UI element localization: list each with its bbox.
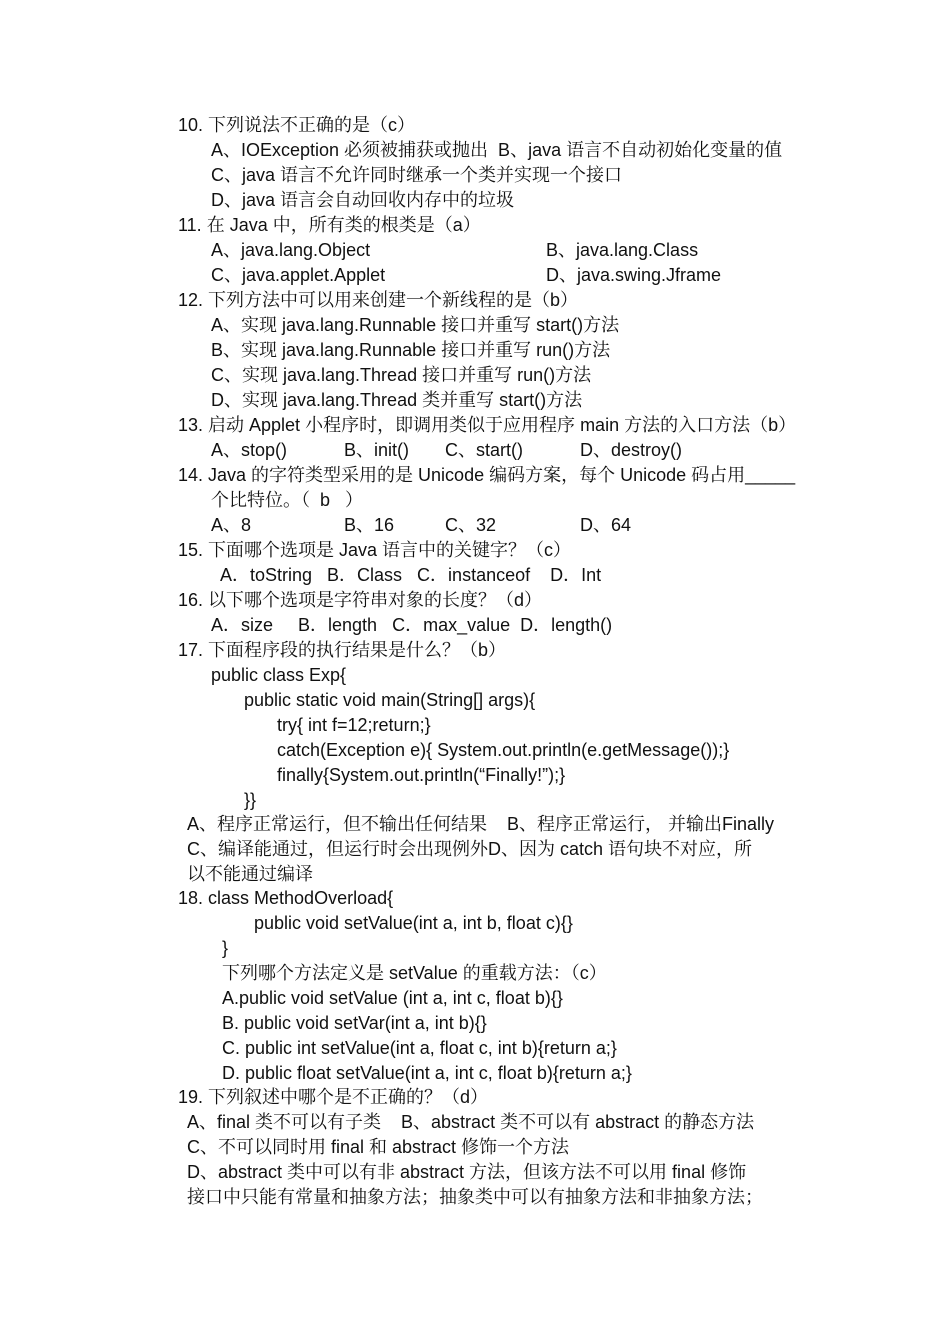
question-19-options-ab: A、final 类不可以有子类 B、abstract 类不可以有 abstract 的静态方法 [187,1112,755,1132]
question-17-code-line-1: public class Exp{ [211,665,347,685]
question-14-option-d: D、64 [580,515,632,535]
question-17-option-d-continued: 以不能通过编译 [187,864,313,884]
question-13-option-a: A、stop() [211,440,288,460]
question-12-option-b: B、实现 java.lang.Runnable 接口并重写 run()方法 [211,340,611,360]
question-18-option-d: D. public float setValue(int a, int c, float b){return a;} [222,1063,632,1083]
question-18-prompt: 下列哪个方法定义是 setValue 的重载方法：（c） [222,963,607,983]
question-11-option-d: D、java.swing.Jframe [546,265,722,285]
question-17-stem: 17. 下面程序段的执行结果是什么？（b） [178,640,507,660]
question-15-options: A．toString B．Class C．instanceof D．Int [220,565,602,585]
question-19-stem: 19. 下列叙述中哪个是不正确的？（d） [178,1087,489,1107]
question-14-option-a: A、8 [211,515,252,535]
question-19-option-d: D、abstract 类中可以有非 abstract 方法，但该方法不可以用 final 修饰 [187,1162,747,1182]
question-17-code-line-6: }} [244,790,257,810]
question-18-stem: 18. class MethodOverload{ [178,888,394,908]
question-12-option-d: D、实现 java.lang.Thread 类并重写 start()方法 [211,390,583,410]
question-17-code-line-2: public static void main(String[] args){ [244,690,536,710]
question-16-stem: 16. 以下哪个选项是字符串对象的长度？（d） [178,590,543,610]
question-18-code-line-2: } [222,938,229,958]
question-17-code-line-3: try{ int f=12;return;} [277,715,431,735]
question-18-code-line-1: public void setValue(int a, int b, float c){} [254,913,573,933]
question-17-code-line-5: finally{System.out.println(“Finally!”);} [277,765,566,785]
question-13-option-d: D、destroy() [580,440,683,460]
question-12-option-a: A、实现 java.lang.Runnable 接口并重写 start()方法 [211,315,620,335]
question-13-option-b: B、init() [344,440,410,460]
question-16-options: A．size B．length C．max_value D．length() [211,615,613,635]
question-13-option-c: C、start() [445,440,523,460]
question-19-option-c: C、不可以同时用 final 和 abstract 修饰一个方法 [187,1137,570,1157]
question-19-note: 接口中只能有常量和抽象方法；抽象类中可以有抽象方法和非抽象方法； [187,1187,763,1207]
question-18-option-b: B. public void setVar(int a, int b){} [222,1013,487,1033]
question-17-options-ab: A、程序正常运行，但不输出任何结果 B、程序正常运行， 并输出Finally [187,814,775,834]
question-11-option-a: A、java.lang.Object [211,240,371,260]
question-14-stem: 14. Java 的字符类型采用的是 Unicode 编码方案，每个 Unicode 码占用_____ [178,465,796,485]
question-15-stem: 15. 下面哪个选项是 Java 语言中的关键字？（c） [178,540,572,560]
question-12-stem: 12. 下列方法中可以用来创建一个新线程的是（b） [178,290,579,310]
question-14-stem-continued: 个比特位。（ b ） [211,490,364,510]
question-13-stem: 13. 启动 Applet 小程序时，即调用类似于应用程序 main 方法的入口方法（b） [178,415,797,435]
question-11-option-c: C、java.applet.Applet [211,265,386,285]
question-18-option-c: C. public int setValue(int a, float c, int b){return a;} [222,1038,617,1058]
question-17-options-cd: C、编译能通过，但运行时会出现例外D、因为 catch 语句块不对应，所 [187,839,753,859]
question-10-option-c: C、java 语言不允许同时继承一个类并实现一个接口 [211,165,623,185]
question-14-option-c: C、32 [445,515,497,535]
question-11-stem: 11. 在 Java 中，所有类的根类是（a） [178,215,481,235]
question-18-option-a: A.public void setValue (int a, int c, float b){} [222,988,563,1008]
question-12-option-c: C、实现 java.lang.Thread 接口并重写 run()方法 [211,365,592,385]
question-14-option-b: B、16 [344,515,395,535]
question-11-option-b: B、java.lang.Class [546,240,699,260]
question-17-code-line-4: catch(Exception e){ System.out.println(e.getMessage());} [277,740,730,760]
question-10-options-ab: A、IOException 必须被捕获或抛出 B、java 语言不自动初始化变量的值 [211,140,783,160]
question-10-option-d: D、java 语言会自动回收内存中的垃圾 [211,190,515,210]
question-10-stem: 10. 下列说法不正确的是（c） [178,115,416,135]
